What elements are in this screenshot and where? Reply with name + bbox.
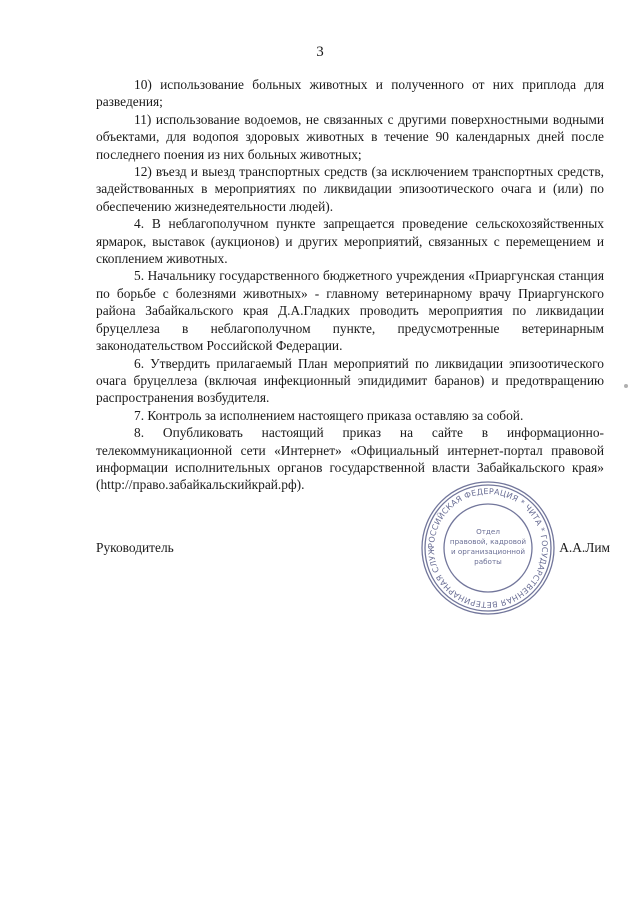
signatory-name: А.А.Лим: [559, 540, 610, 555]
paragraph-point-4: 4. В неблагополучном пункте запрещается проведение сельскохозяйственных ярмарок, выставок (аукционов) и других мероприятий, связанных с перемещением и скоплением животных.: [96, 216, 604, 267]
paragraph-point-8: 8. Опубликовать настоящий приказ на сайте в информационно-телекоммуникационной сети «Интернет» «Официальный интернет-портал правовой информации исполнительных органов государственной власти Забайкальского края» (http://право.забайкальскийкрай.рф).: [96, 425, 604, 493]
stamp-outer-text: РОССИЙСКАЯ ФЕДЕРАЦИЯ * ЧИТА * ГОСУДАРСТВЕННАЯ ВЕТЕРИНАРНАЯ СЛУЖ: [426, 486, 550, 610]
paragraph-item-12: 12) въезд и выезд транспортных средств (за исключением транспортных средств, задействованных в мероприятиях по ликвидации эпизоотического очага и (или) по обеспечению жизнедеятельности людей).: [96, 164, 604, 214]
stamp-center-line: правовой, кадровой: [449, 537, 527, 546]
order-body: [96, 76, 604, 494]
paragraph-point-5: 5. Начальнику государственного бюджетного учреждения «Приаргунская станция по борьбе с болезнями животных» - главному ветеринарному врачу Приаргунского района Забайкальского края Д.А.Гладких проводить мероприятия по ликвидации бруцеллеза в неблагополучном пункте, предусмотренные ветеринарным законодательством Российской Федерации.: [96, 268, 604, 354]
page-number: 3: [316, 44, 324, 60]
paragraph-point-7: 7. Контроль за исполнением настоящего приказа оставляю за собой.: [134, 407, 524, 423]
stamp-center-line: и организационной: [450, 547, 526, 556]
paragraph-point-6: 6. Утвердить прилагаемый План мероприятий по ликвидации эпизоотического очага бруцеллеза (включая инфекционный эпидидимит баранов) и предотвращению распространения возбудителя.: [96, 355, 604, 406]
paragraph-item-11: 11) использование водоемов, не связанных с другими поверхностными водными объектами, для водопоя здоровых животных в течение 90 календарных дней после последнего поения из них больных животных;: [96, 111, 604, 162]
signature-block: [96, 540, 610, 570]
stamp-center-line: Отдел: [476, 527, 500, 536]
scan-speck: [624, 384, 628, 388]
paragraph-item-10: 10) использование больных животных и полученного от них приплода для разведения;: [96, 77, 604, 110]
stamp-center-line: работы: [474, 557, 502, 566]
signatory-title: Руководитель: [96, 540, 174, 555]
